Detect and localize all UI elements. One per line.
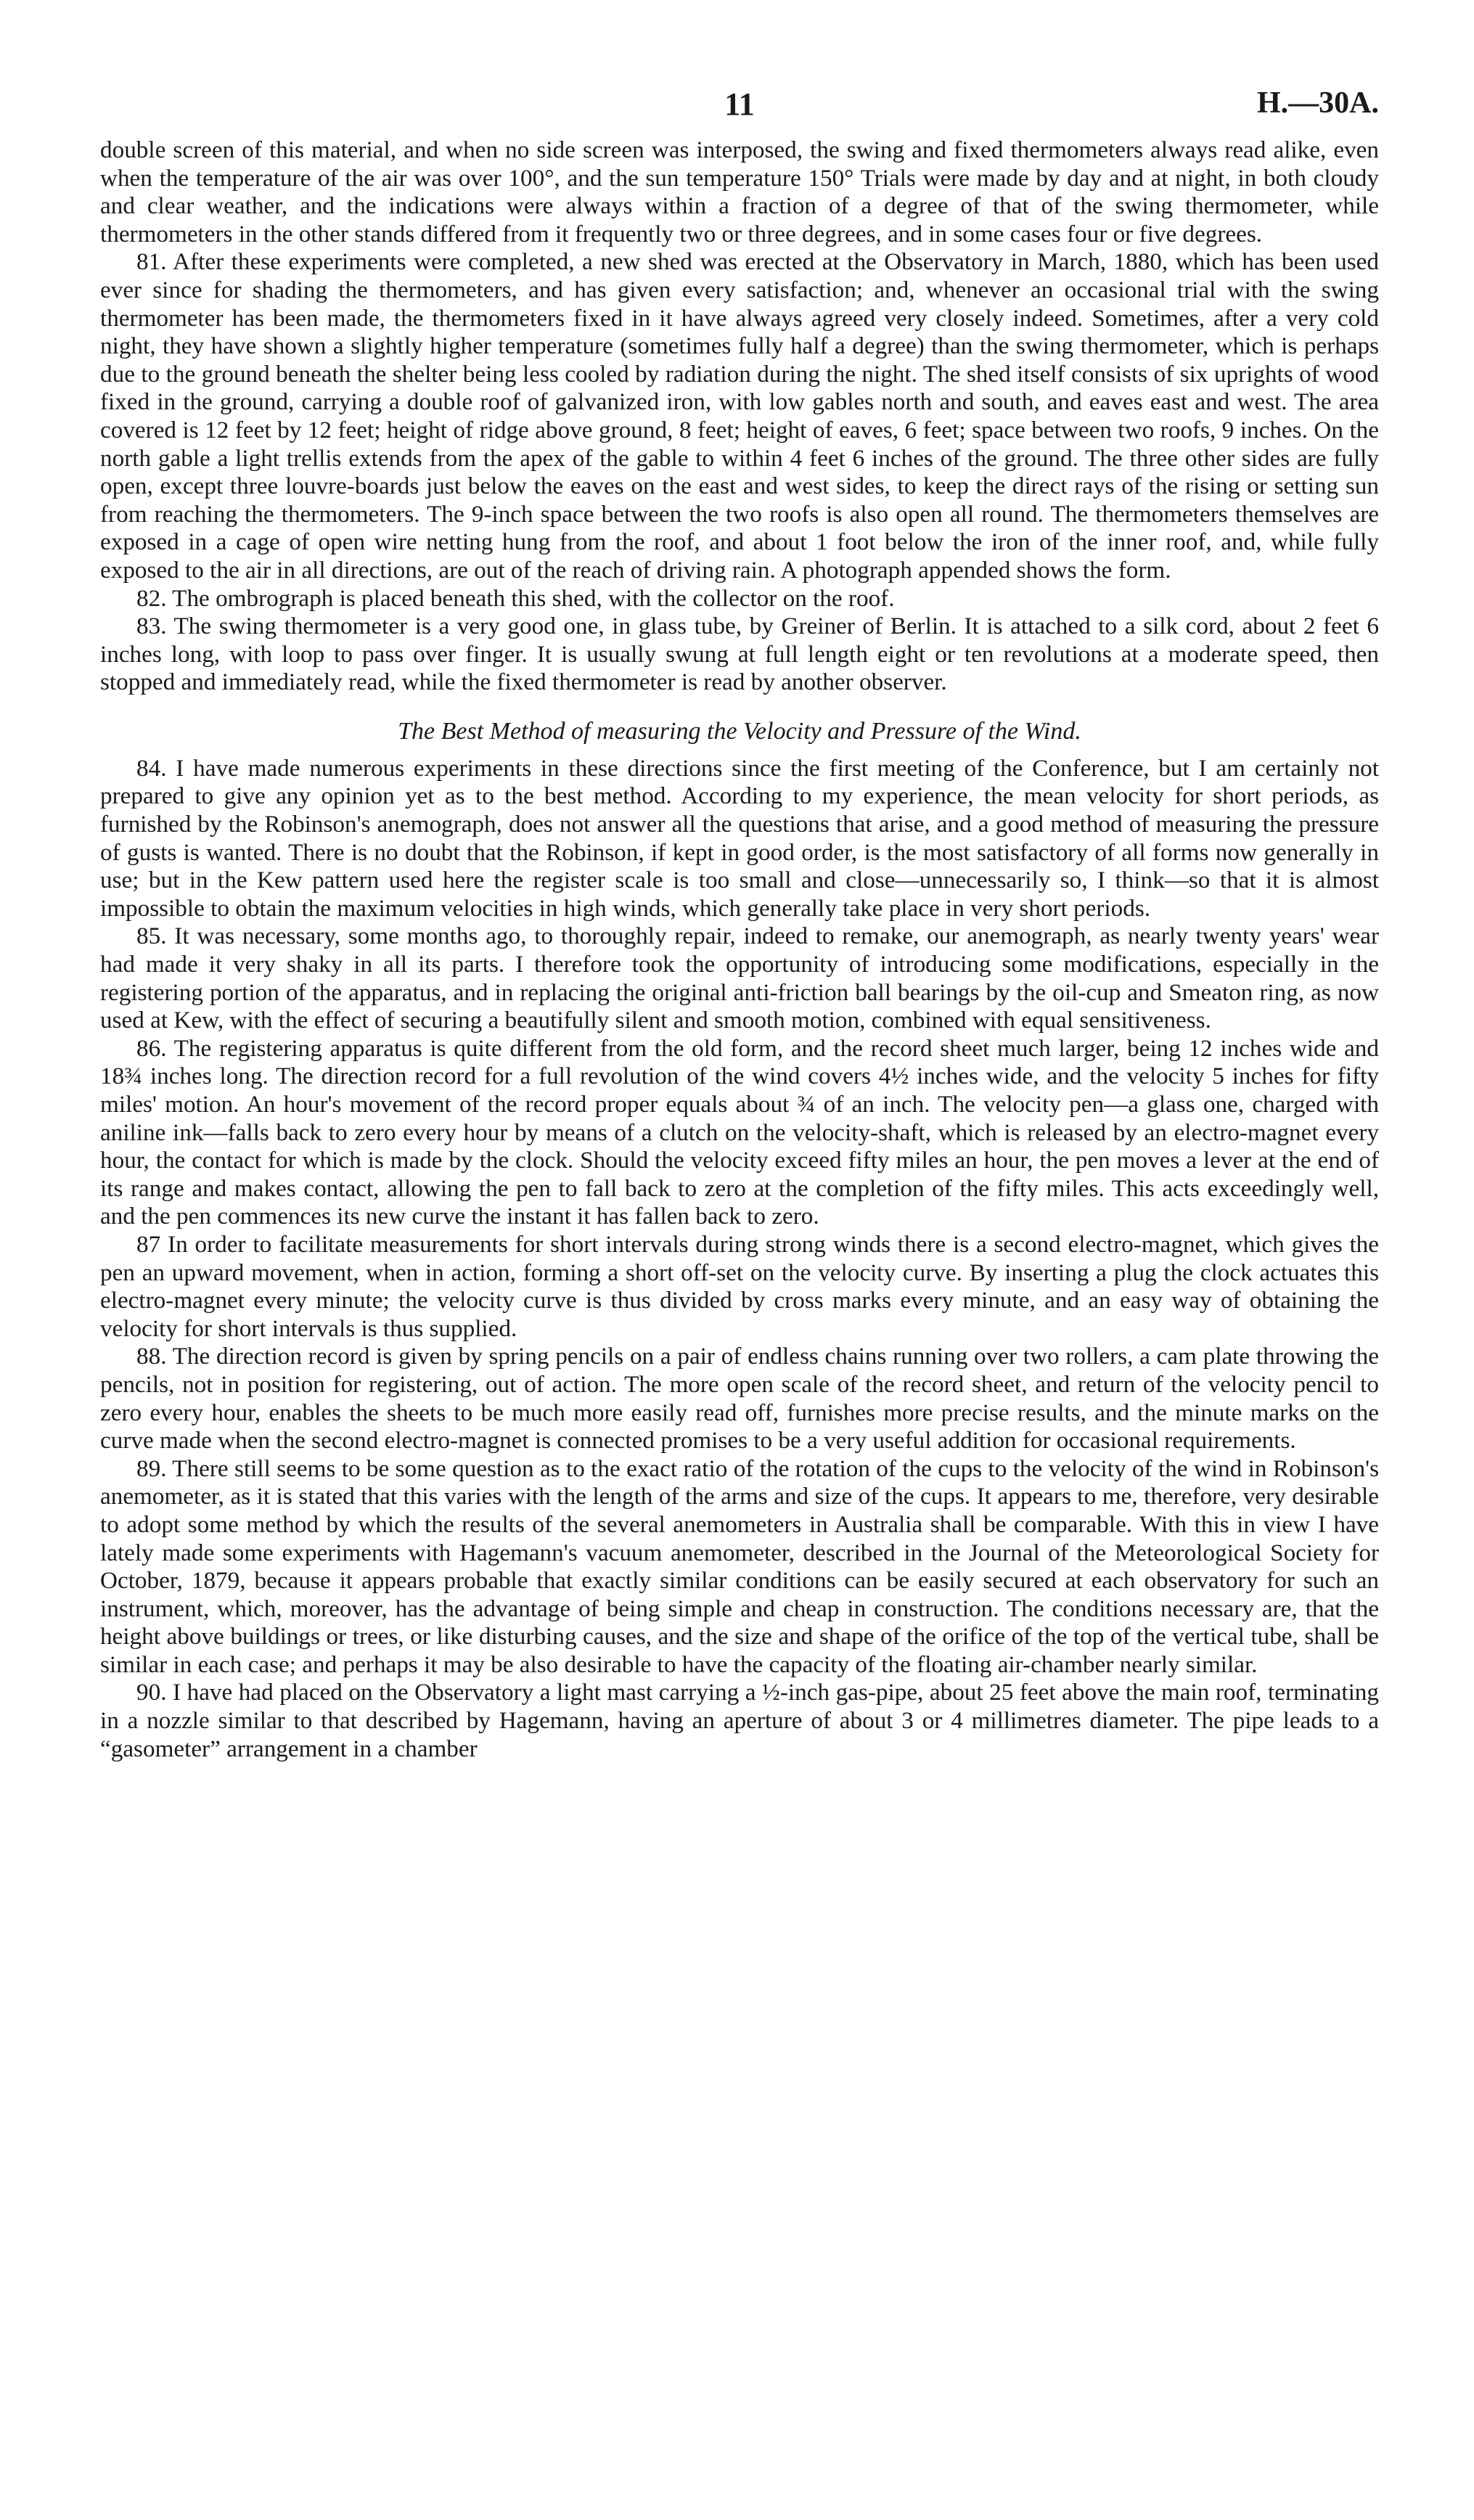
body-text-after-heading bbox=[100, 755, 1379, 1763]
body-text-before-heading bbox=[100, 136, 1379, 697]
paragraph-86: 86. The registering apparatus is quite different from the old form, and the record sheet much larger, being 12 inches wide and 18¾ inches long. The direction record for a full revolution of the wind covers 4½ inches wide, and the velocity 5 inches for fifty miles' motion. An hour's movement of the record proper equals about ¾ of an inch. The velocity pen—a glass one, charged with aniline ink—falls back to zero every hour by means of a clutch on the velocity-shaft, which is released by an electro-magnet every hour, the contact for which is made by the clock. Should the velocity exceed fifty miles an hour, the pen moves a lever at the end of its range and makes contact, allowing the pen to fall back to zero at the completion of the fifty miles. This acts exceedingly well, and the pen commences its new curve the instant it has fallen back to zero. bbox=[100, 1034, 1379, 1230]
paragraph-continuation: double screen of this material, and when no side screen was interposed, the swing and fixed thermometers always read alike, even when the temperature of the air was over 100°, and the sun temperature 150° Trials were made by day and at night, in both cloudy and clear weather, and the indications were always within a fraction of a degree of that of the swing thermometer, while thermometers in the other stands differed from it frequently two or three degrees, and in some cases four or five degrees. bbox=[100, 136, 1379, 248]
document-page bbox=[100, 86, 1379, 1763]
paragraph-88: 88. The direction record is given by spring pencils on a pair of endless chains running over two rollers, a cam plate throwing the pencils, not in position for registering, out of action. The more open scale of the record sheet, and return of the velocity pencil to zero every hour, enables the sheets to be much more easily read off, furnishes more precise results, and the minute marks on the curve made when the second electro-magnet is connected promises to be a very useful addition for occasional requirements. bbox=[100, 1343, 1379, 1455]
paragraph-83: 83. The swing thermometer is a very good one, in glass tube, by Greiner of Berlin. It is attached to a silk cord, about 2 feet 6 inches long, with loop to pass over finger. It is usually swung at full length eight or ten revolutions at a moderate speed, then stopped and immediately read, while the fixed thermometer is read by another observer. bbox=[100, 613, 1379, 696]
paragraph-82: 82. The ombrograph is placed beneath this shed, with the collector on the roof. bbox=[136, 584, 895, 612]
paragraph-84: 84. I have made numerous experiments in these directions since the first meeting of the Conference, but I am certainly not prepared to give any opinion yet as to the best method. According to my experience, the mean velocity for short periods, as furnished by the Robinson's anemograph, does not answer all the questions that arise, and a good method of measuring the pressure of gusts is wanted. There is no doubt that the Robinson, if kept in good order, is the most satisfactory of all forms now generally in use; but in the Kew pattern used here the register scale is too small and close—unnecessarily so, I think—so that it is almost impossible to obtain the maximum velocities in high winds, which generally take place in very short periods. bbox=[100, 754, 1379, 922]
paragraph-89: 89. There still seems to be some question as to the exact ratio of the rotation of the cups to the velocity of the wind in Robinson's anemometer, as it is stated that this varies with the length of the arms and size of the cups. It appears to me, therefore, very desirable to adopt some method by which the results of the several anemometers in Australia shall be comparable. With this in view I have lately made some experiments with Hagemann's vacuum anemometer, described in the Journal of the Meteorological Society for October, 1879, because it appears probable that exactly similar conditions can be easily secured at each observatory for such an instrument, which, moreover, has the advantage of being simple and cheap in construction. The conditions necessary are, that the height above buildings or trees, or like disturbing causes, and the size and shape of the orifice of the top of the vertical tube, shall be similar in each case; and perhaps it may be also desirable to have the capacity of the floating air-chamber nearly similar. bbox=[100, 1455, 1379, 1678]
paragraph-85: 85. It was necessary, some months ago, to thoroughly repair, indeed to remake, our anemograph, as nearly twenty years' wear had made it very shaky in all its parts. I therefore took the opportunity of introducing some modifications, especially in the registering portion of the apparatus, and in replacing the original anti-friction ball bearings by the oil-cup and Smeaton ring, as now used at Kew, with the effect of securing a beautifully silent and smooth motion, combined with equal sensitiveness. bbox=[100, 922, 1379, 1034]
paragraph-81: 81. After these experiments were completed, a new shed was erected at the Observatory in March, 1880, which has been used ever since for shading the thermometers, and has given every satisfaction; and, whenever an occasional trial with the swing thermometer has been made, the thermometers fixed in it have always agreed very closely indeed. Sometimes, after a very cold night, they have shown a slightly higher temperature (sometimes fully half a degree) than the swing thermometer, which is perhaps due to the ground beneath the shelter being less cooled by radiation during the night. The shed itself consists of six uprights of wood fixed in the ground, carrying a double roof of galvanized iron, with low gables north and south, and eaves east and west. The area covered is 12 feet by 12 feet; height of ridge above ground, 8 feet; height of eaves, 6 feet; space between two roofs, 9 inches. On the north gable a light trellis extends from the apex of the gable to within 4 feet 6 inches of the ground. The three other sides are fully open, except three louvre-boards just below the eaves on the east and west sides, to keep the direct rays of the rising or setting sun from reaching the thermometers. The 9-inch space between the two roofs is also open all round. The thermometers themselves are exposed in a cage of open wire netting hung from the roof, and about 1 foot below the iron of the inner roof, and, while fully exposed to the air in all directions, are out of the reach of driving rain. A photograph appended shows the form. bbox=[100, 248, 1379, 584]
page-header bbox=[100, 86, 1379, 136]
page-number: 11 bbox=[724, 86, 755, 122]
paragraph-87: 87 In order to facilitate measurements for short intervals during strong winds there is a second electro-magnet, which gives the pen an upward movement, when in action, forming a short off-set on the velocity curve. By inserting a plug the clock actuates this electro-magnet every minute; the velocity curve is thus divided by cross marks every minute, and an easy way of obtaining the velocity for short intervals is thus supplied. bbox=[100, 1230, 1379, 1342]
paragraph-90: 90. I have had placed on the Observatory a light mast carrying a ½-inch gas-pipe, about 25 feet above the main roof, terminating in a nozzle similar to that described by Hagemann, having an aperture of about 3 or 4 millimetres diameter. The pipe leads to a “gasometer” arrangement in a chamber bbox=[100, 1679, 1379, 1762]
section-heading: The Best Method of measuring the Velocity and Pressure of the Wind. bbox=[398, 717, 1081, 745]
document-reference: H.—30A. bbox=[1257, 86, 1379, 120]
